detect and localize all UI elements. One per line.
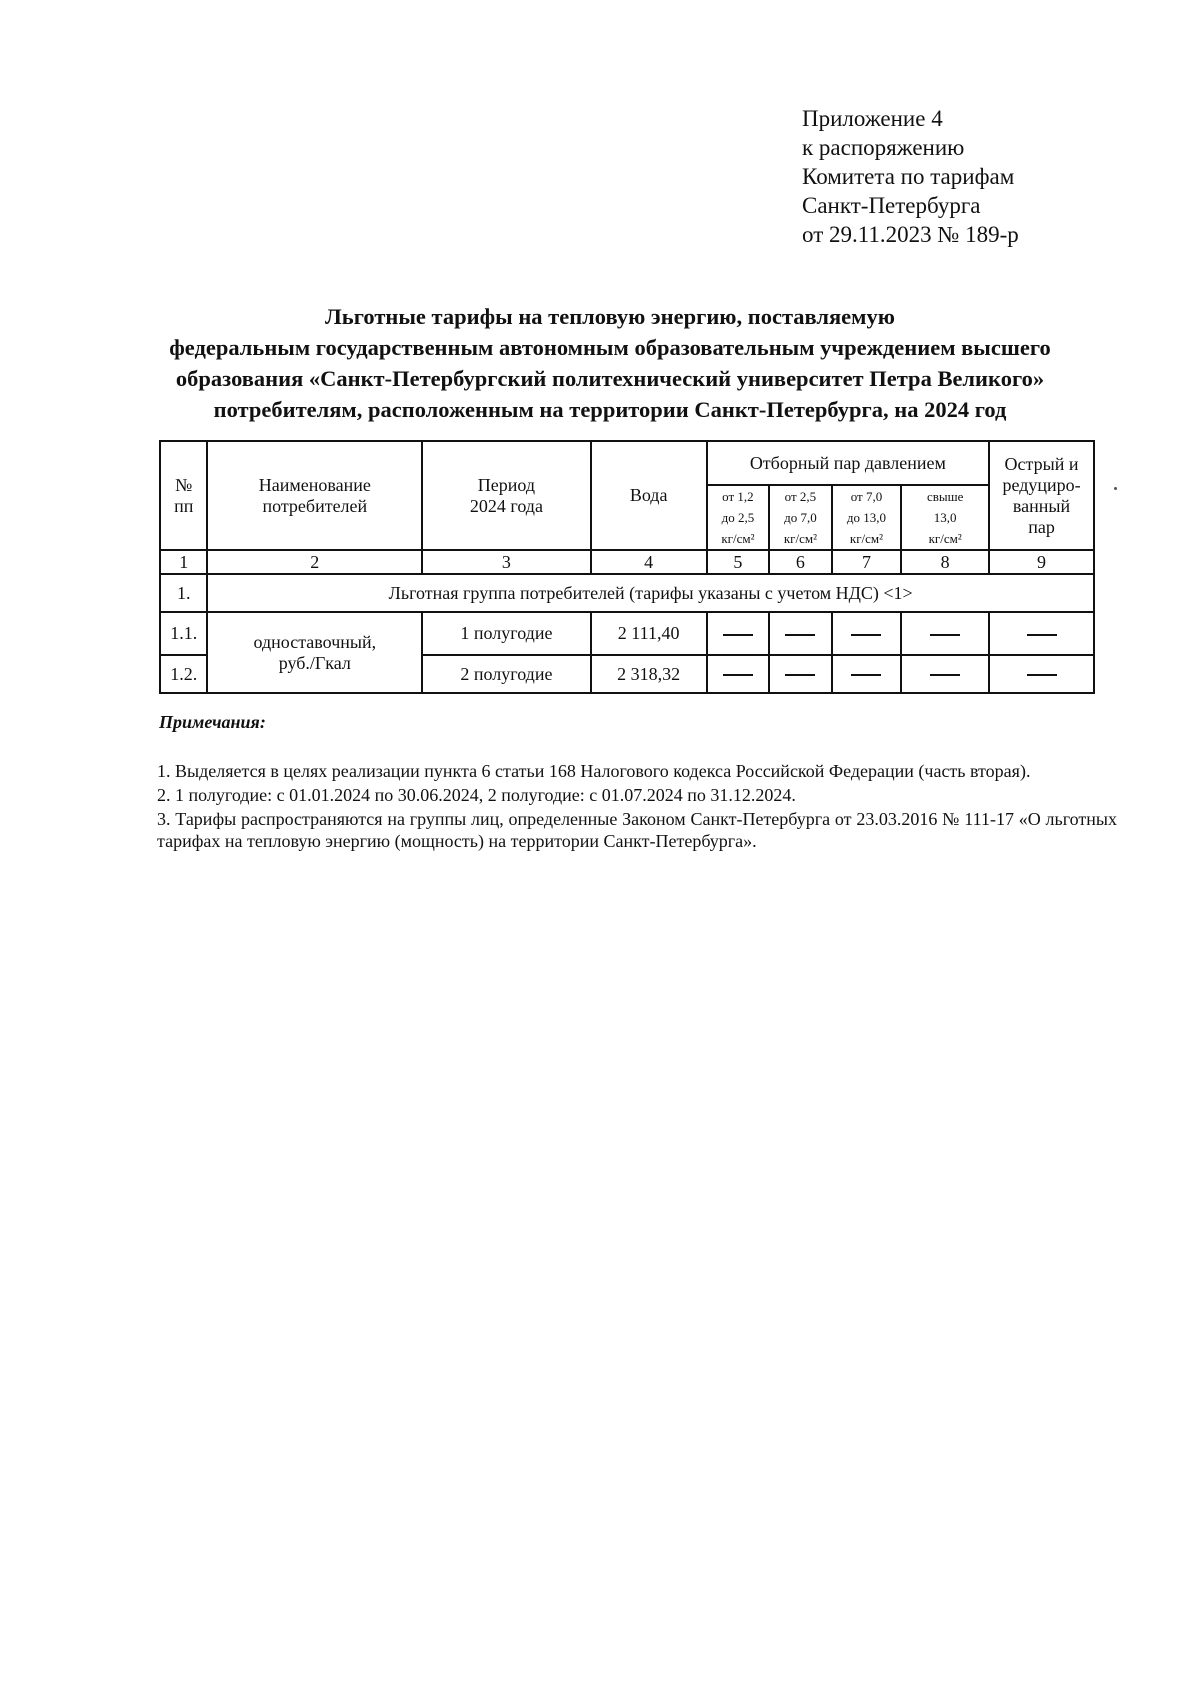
group-number: 1. bbox=[160, 574, 207, 612]
rate-type-cell: одноставочный, руб./Гкал bbox=[207, 612, 422, 693]
column-number: 8 bbox=[901, 550, 989, 574]
empty-dash bbox=[769, 655, 832, 693]
column-number: 2 bbox=[207, 550, 422, 574]
header-period: Период 2024 года bbox=[422, 441, 590, 550]
column-number: 3 bbox=[422, 550, 590, 574]
dash-mark bbox=[851, 634, 881, 636]
header-consumer-name: Наименование потребителей bbox=[207, 441, 422, 550]
dash-mark bbox=[785, 634, 815, 636]
header-steam-group: Отборный пар давлением bbox=[707, 441, 989, 485]
title-line: Льготные тарифы на тепловую энергию, поставляемую bbox=[325, 304, 895, 329]
dash-mark bbox=[723, 634, 753, 636]
document-title bbox=[120, 301, 1100, 425]
column-number: 6 bbox=[769, 550, 832, 574]
column-number: 5 bbox=[707, 550, 770, 574]
dash-mark bbox=[851, 674, 881, 676]
annex-line: от 29.11.2023 № 189-р bbox=[802, 222, 1019, 247]
header-num: № пп bbox=[160, 441, 207, 550]
annex-line: Приложение 4 bbox=[802, 106, 943, 131]
header-row bbox=[160, 441, 1094, 485]
row-water-tariff: 2 111,40 bbox=[591, 612, 707, 655]
column-number: 1 bbox=[160, 550, 207, 574]
column-number: 7 bbox=[832, 550, 902, 574]
note-item: 2. 1 полугодие: с 01.01.2024 по 30.06.2024, 2 полугодие: с 01.07.2024 по 31.12.2024. bbox=[157, 785, 796, 805]
dash-mark bbox=[930, 674, 960, 676]
row-number: 1.2. bbox=[160, 655, 207, 693]
table-row bbox=[160, 612, 1094, 655]
header-steam-3: от 7,0 до 13,0 кг/см² bbox=[832, 485, 902, 550]
empty-dash bbox=[989, 612, 1094, 655]
row-period: 2 полугодие bbox=[422, 655, 590, 693]
note-item: 1. Выделяется в целях реализации пункта 6 статьи 168 Налогового кодекса Российской Федерации (часть вторая). bbox=[157, 761, 1031, 781]
group-label: Льготная группа потребителей (тарифы указаны с учетом НДС) <1> bbox=[207, 574, 1094, 612]
tariff-table bbox=[159, 440, 1095, 694]
empty-dash bbox=[832, 655, 902, 693]
header-sharp-steam: Острый и редуциро- ванный пар bbox=[989, 441, 1094, 550]
dash-mark bbox=[723, 674, 753, 676]
notes-list bbox=[157, 760, 1117, 854]
row-number: 1.1. bbox=[160, 612, 207, 655]
header-steam-4: свыше 13,0 кг/см² bbox=[901, 485, 989, 550]
dash-mark bbox=[1027, 674, 1057, 676]
dash-mark bbox=[785, 674, 815, 676]
empty-dash bbox=[989, 655, 1094, 693]
scan-speck bbox=[1114, 487, 1117, 490]
empty-dash bbox=[832, 612, 902, 655]
header-water: Вода bbox=[591, 441, 707, 550]
column-number: 4 bbox=[591, 550, 707, 574]
empty-dash bbox=[901, 655, 989, 693]
empty-dash bbox=[901, 612, 989, 655]
empty-dash bbox=[769, 612, 832, 655]
column-number: 9 bbox=[989, 550, 1094, 574]
annex-header bbox=[802, 104, 1019, 249]
column-number-row bbox=[160, 550, 1094, 574]
dash-mark bbox=[1027, 634, 1057, 636]
annex-line: к распоряжению bbox=[802, 135, 965, 160]
group-row bbox=[160, 574, 1094, 612]
header-steam-1: от 1,2 до 2,5 кг/см² bbox=[707, 485, 770, 550]
title-line: потребителям, расположенным на территории Санкт-Петербурга, на 2024 год bbox=[213, 397, 1007, 422]
header-steam-2: от 2,5 до 7,0 кг/см² bbox=[769, 485, 832, 550]
annex-line: Санкт-Петербурга bbox=[802, 193, 981, 218]
title-line: образования «Санкт-Петербургский политехнический университет Петра Великого» bbox=[175, 366, 1045, 391]
title-line: федеральным государственным автономным образовательным учреждением высшего bbox=[169, 335, 1051, 360]
empty-dash bbox=[707, 655, 770, 693]
row-period: 1 полугодие bbox=[422, 612, 590, 655]
empty-dash bbox=[707, 612, 770, 655]
row-water-tariff: 2 318,32 bbox=[591, 655, 707, 693]
note-item: 3. Тарифы распространяются на группы лиц, определенные Законом Санкт-Петербурга от 23.03.2016 № 111-17 «О льготных тарифах на тепловую энергию (мощность) на территории Санкт-Петербурга». bbox=[157, 809, 1117, 851]
notes-title: Примечания: bbox=[159, 712, 266, 732]
dash-mark bbox=[930, 634, 960, 636]
annex-line: Комитета по тарифам bbox=[802, 164, 1015, 189]
